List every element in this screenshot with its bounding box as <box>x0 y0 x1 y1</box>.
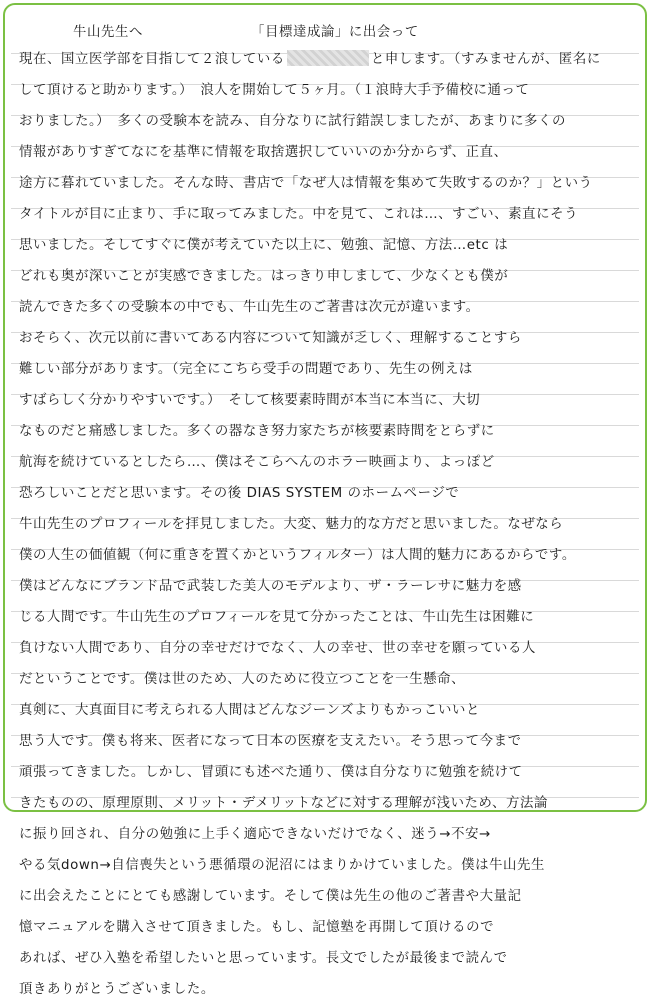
text-line <box>19 819 601 850</box>
line-text: 僕の人生の価値観（何に重きを置くかというフィルター）は人間的魅力にあるからです。 <box>19 548 576 563</box>
line-text: おそらく、次元以前に書いてある内容について知識が乏しく、理解することすら <box>19 331 522 346</box>
line-text: だということです。僕は世のため、人のために役立つことを一生懸命、 <box>19 672 466 687</box>
line-text: 憶マニュアルを購入させて頂きました。もし、記憶塾を再開して頂けるので <box>19 920 495 935</box>
text-line <box>19 974 601 1005</box>
line-text: 難しい部分があります。（完全にこちら受手の問題であり、先生の例えは <box>19 362 473 377</box>
line-text: に出会えたことにとても感謝しています。そして僕は先生の他のご著書や大量記 <box>19 889 522 904</box>
text-line <box>19 633 601 664</box>
line-text: 牛山先生のプロフィールを拝見しました。大変、魅力的な方だと思いました。なぜなら <box>19 517 564 532</box>
text-line <box>19 416 601 447</box>
line-text: 頂きありがとうございました。 <box>19 982 215 997</box>
text-line <box>19 881 601 912</box>
text-line <box>19 726 601 757</box>
line-text: なものだと痛感しました。多くの器なき努力家たちが核要素時間をとらずに <box>19 424 495 439</box>
text-line <box>19 323 601 354</box>
text-line <box>19 943 601 974</box>
lined-paper <box>11 9 639 997</box>
line-text: 頑張ってきました。しかし、冒頭にも述べた通り、僕は自分なりに勉強を続けて <box>19 765 523 780</box>
letter-frame <box>3 3 647 997</box>
text-line <box>19 540 601 571</box>
text-line <box>19 447 601 478</box>
text-line <box>19 478 601 509</box>
line-text: 思いました。そしてすぐに僕が考えていた以上に、勉強、記憶、方法…etc は <box>19 238 509 253</box>
line-text: 真剣に、大真面目に考えられる人間はどんなジーンズよりもかっこいいと <box>19 703 481 718</box>
text-line <box>19 168 601 199</box>
line-text: じる人間です。牛山先生のプロフィールを見て分かったことは、牛山先生は困難に <box>19 610 535 625</box>
text-line <box>19 385 601 416</box>
addressee: 牛山先生へ <box>73 25 143 40</box>
line-text: おりました。） 多くの受験本を読み、自分なりに試行錯誤しましたが、あまりに多くの <box>19 114 567 129</box>
line-text: あれば、ぜひ入塾を希望したいと思っています。長文でしたが最後まで読んで <box>19 951 508 966</box>
text-line <box>19 44 601 75</box>
text-line <box>19 230 601 261</box>
line-text: きたものの、原理原則、メリット・デメリットなどに対する理解が浅いため、方法論 <box>19 796 548 811</box>
redacted-name <box>287 50 369 66</box>
text-line <box>19 261 601 292</box>
line-text: どれも奥が深いことが実感できました。はっきり申しまして、少なくとも僕が <box>19 269 509 284</box>
line-text: 航海を続けているとしたら…、僕はそこらへんのホラー映画より、よっぽど <box>19 455 495 470</box>
line-text: して頂けると助かります。） 浪人を開始して５ヶ月。（１浪時大手予備校に通って <box>19 83 530 98</box>
text-line <box>19 912 601 943</box>
text-line <box>19 199 601 230</box>
letter-title: 「目標達成論」に出会って <box>251 25 419 40</box>
line-text: に振り回され、自分の勉強に上手く適応できないだけでなく、迷う→不安→ <box>19 827 491 842</box>
line-text: タイトルが目に止まり、手に取ってみました。中を見て、これは…、すごい、素直にそう <box>19 207 579 222</box>
line-text: 恐ろしいことだと思います。その後 DIAS SYSTEM のホームページで <box>19 486 460 501</box>
text-line <box>19 137 601 168</box>
line-text: やる気down→自信喪失という悪循環の泥沼にはまりかけていました。僕は牛山先生 <box>19 858 546 873</box>
line-text: すばらしく分かりやすいです。） そして核要素時間が本当に本当に、大切 <box>19 393 481 408</box>
text-line <box>19 509 601 540</box>
text-line <box>19 571 601 602</box>
text-line <box>19 106 601 137</box>
line-text: 僕はどんなにブランド品で武装した美人のモデルより、ザ・ラーレサに魅力を感 <box>19 579 522 594</box>
text-line <box>19 602 601 633</box>
letter-body <box>19 44 601 1005</box>
line-text: 読んできた多くの受験本の中でも、牛山先生のご著書は次元が違います。 <box>19 300 480 315</box>
line-text: 途方に暮れていました。そんな時、書店で「なぜ人は情報を集めて失敗するのか？」という <box>19 176 593 191</box>
text-line <box>19 664 601 695</box>
text-line <box>19 850 601 881</box>
text-line <box>19 695 601 726</box>
line-text: 思う人です。僕も将来、医者になって日本の医療を支えたい。そう思って今まで <box>19 734 522 749</box>
text-line <box>19 757 601 788</box>
line-text: 負けない人間であり、自分の幸せだけでなく、人の幸せ、世の幸せを願っている人 <box>19 641 536 656</box>
line-text: 情報がありすぎてなにを基準に情報を取捨選択していいのか分からず、正直、 <box>19 145 508 160</box>
text-line <box>19 354 601 385</box>
text-line <box>19 292 601 323</box>
text-line <box>19 788 601 819</box>
text-line <box>19 75 601 106</box>
line-text: 現在、国立医学部を目指して２浪している <box>19 52 285 67</box>
line-text: と申します。（すみませんが、匿名に <box>370 52 601 67</box>
